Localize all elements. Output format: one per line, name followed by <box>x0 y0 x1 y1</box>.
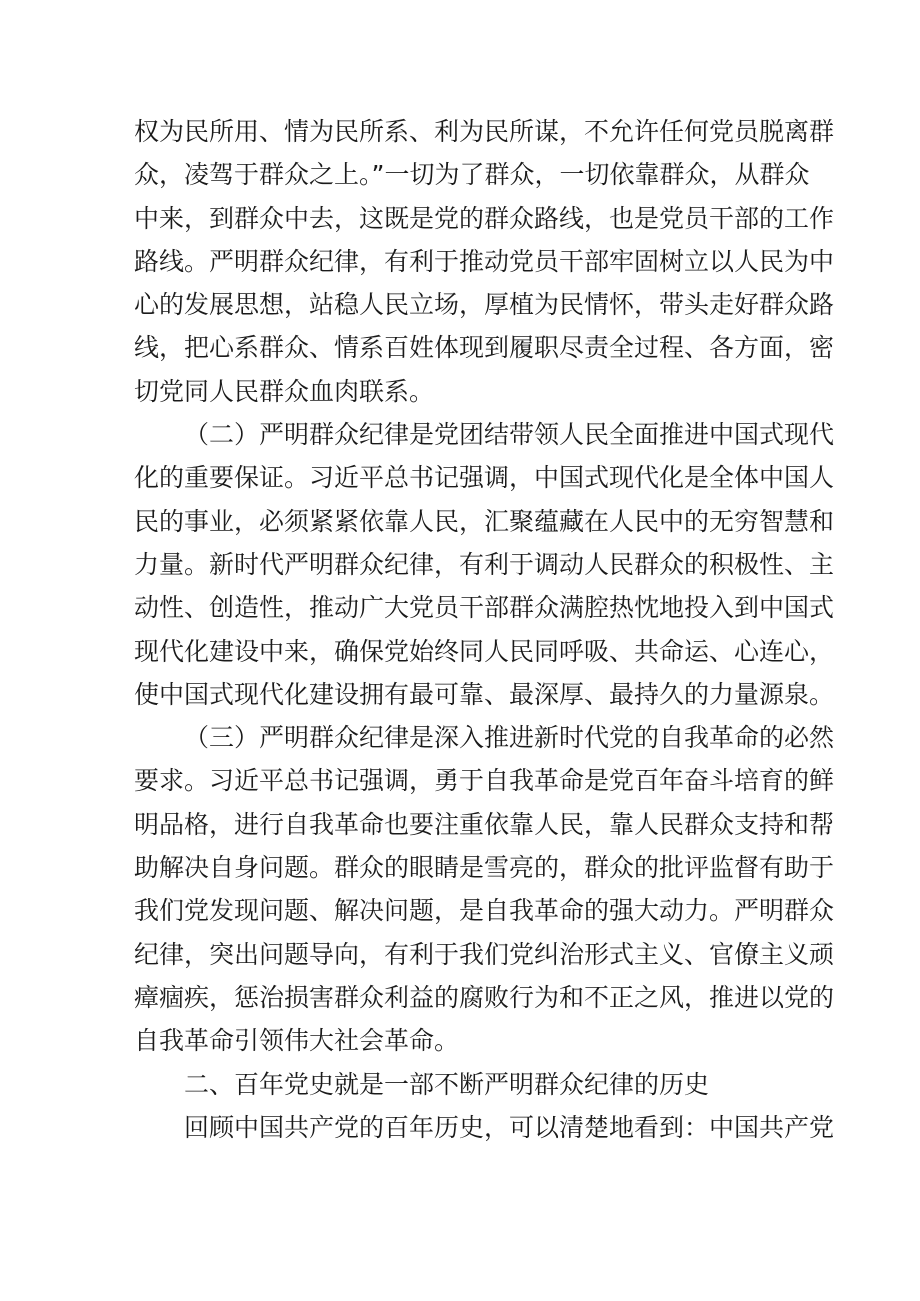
text-line: 要求。习近平总书记强调，勇于自我革命是党百年奋斗培育的鲜 <box>134 766 835 796</box>
text-line: 力量。新时代严明群众纪律，有利于调动人民群众的积极性、主 <box>134 549 835 579</box>
text-line: 中来，到群众中去，这既是党的群众路线，也是党员干部的工作 <box>134 203 835 233</box>
text-line: 权为民所用、情为民所系、利为民所谋，不允许任何党员脱离群 <box>134 117 835 146</box>
text-line: 路线。严明群众纪律，有利于推动党员干部牢固树立以人民为中 <box>134 246 835 276</box>
text-line: 使中国式现代化建设拥有最可靠、最深厚、最持久的力量源泉。 <box>134 679 835 709</box>
paragraph-heading-line: （三）严明群众纪律是深入推进新时代党的自我革命的必然 <box>184 723 835 753</box>
text-line: 化的重要保证。习近平总书记强调，中国式现代化是全体中国人 <box>134 463 835 493</box>
text-line: 瘴痼疾，惩治损害群众利益的腐败行为和不正之风，推进以党的 <box>134 982 835 1012</box>
text-line: 动性、创造性，推动广大党员干部群众满腔热忱地投入到中国式 <box>134 593 835 623</box>
text-line: 线，把心系群众、情系百姓体现到履职尽责全过程、各方面，密 <box>134 333 835 363</box>
text-line: 众，凌驾于群众之上。”一切为了群众，一切依靠群众，从群众 <box>134 160 810 190</box>
section-heading: 二、百年党史就是一部不断严明群众纪律的历史 <box>184 1069 710 1099</box>
text-line: 我们党发现问题、解决问题，是自我革命的强大动力。严明群众 <box>134 896 835 926</box>
text-line: 现代化建设中来，确保党始终同人民同呼吸、共命运、心连心， <box>134 636 835 666</box>
paragraph-last-line: 自我革命引领伟大社会革命。 <box>134 1026 460 1056</box>
paragraph-first-line: 回顾中国共产党的百年历史，可以清楚地看到：中国共产党 <box>184 1112 835 1142</box>
paragraph-last-line: 切党同人民群众血肉联系。 <box>134 376 435 406</box>
text-line: 民的事业，必须紧紧依靠人民，汇聚蕴藏在人民中的无穷智慧和 <box>134 506 835 536</box>
text-line: 明品格，进行自我革命也要注重依靠人民，靠人民群众支持和帮 <box>134 809 835 839</box>
text-line: 纪律，突出问题导向，有利于我们党纠治形式主义、官僚主义顽 <box>134 939 835 969</box>
paragraph-heading-line: （二）严明群众纪律是党团结带领人民全面推进中国式现代 <box>184 420 835 450</box>
text-line: 助解决自身问题。群众的眼睛是雪亮的，群众的批评监督有助于 <box>134 853 835 883</box>
text-line: 心的发展思想，站稳人民立场，厚植为民情怀，带头走好群众路 <box>134 290 835 320</box>
body-text <box>134 110 835 1149</box>
